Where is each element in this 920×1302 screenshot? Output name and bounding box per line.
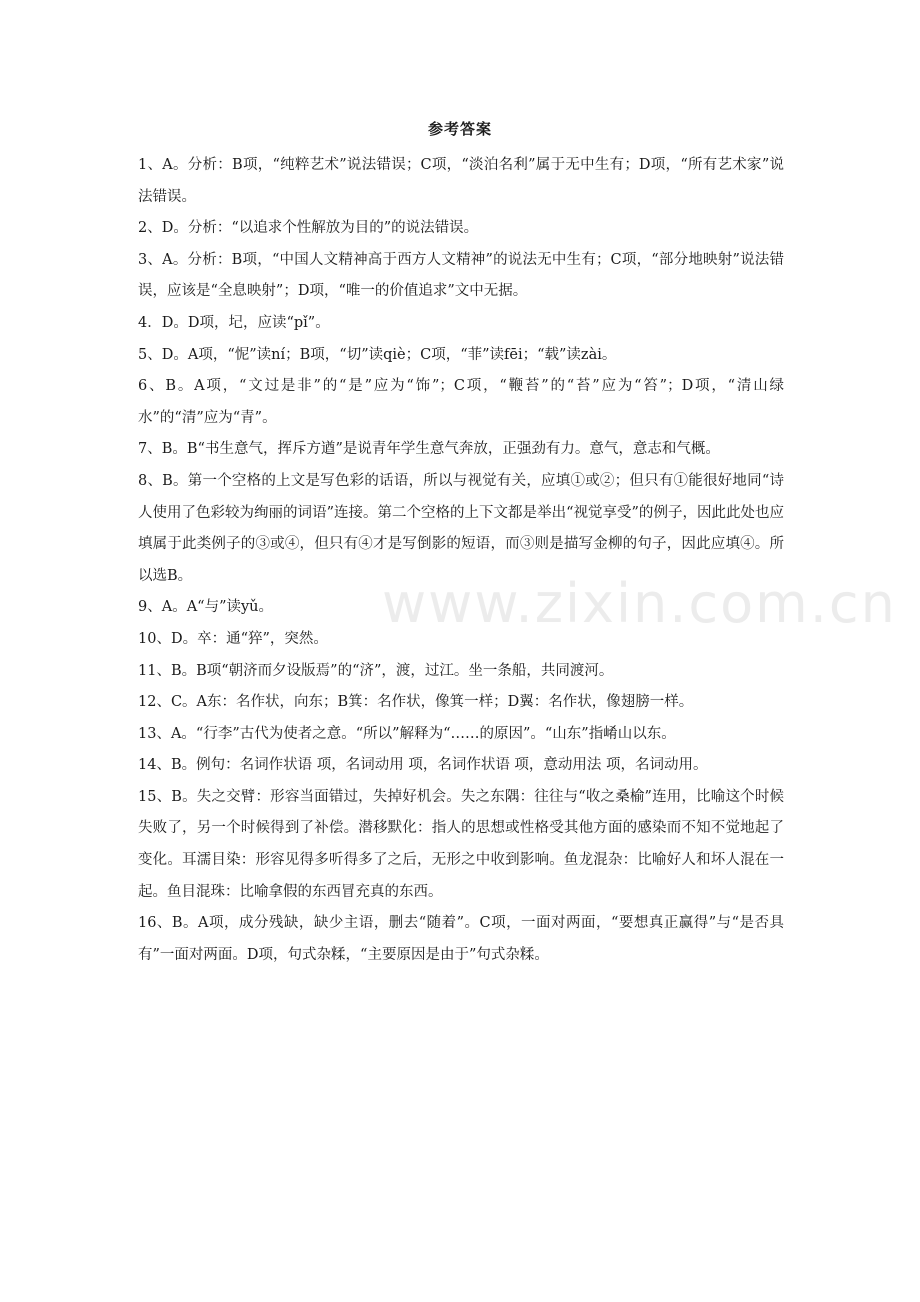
answer-item-3: 3、A。分析：B项，“中国人文精神高于西方人文精神”的说法无中生有；C项，“部分地映射”说法错误，应该是“全息映射”；D项，“唯一的价值追求”文中无据。	[138, 251, 784, 300]
answer-item-13: 13、A。“行李”古代为使者之意。“所以”解释为“……的原因”。“山东”指崤山以东。	[138, 725, 676, 742]
answer-list	[138, 150, 784, 971]
answer-item-12: 12、C。A东：名作状，向东；B箕：名作状，像箕一样；D翼：名作状，像翅膀一样。	[138, 694, 694, 711]
answer-item-10: 10、D。卒：通“猝”，突然。	[138, 630, 328, 647]
answer-item-11: 11、B。B项“朝济而夕设版焉”的“济”，渡，过江。坐一条船，共同渡河。	[138, 662, 614, 679]
answer-item-7: 7、B。B“书生意气，挥斥方遒”是说青年学生意气奔放，正强劲有力。意气，意志和气概。	[138, 441, 720, 458]
answer-item-16: 16、B。A项，成分残缺，缺少主语，删去“随着”。C项，一面对两面，“要想真正赢得”与“是否具有”一面对两面。D项，句式杂糅，“主要原因是由于”句式杂糅。	[138, 915, 784, 963]
answer-item-5: 5、D。A项，“怩”读ní；B项，“切”读qiè；C项，“菲”读fēi；“载”读zài。	[138, 346, 617, 363]
answer-item-2: 2、D。分析：“以追求个性解放为目的”的说法错误。	[138, 220, 479, 237]
answer-item-14: 14、B。例句：名词作状语 项，名词动用 项，名词作状语 项，意动用法 项，名词动用。	[138, 757, 708, 774]
answer-item-6: 6、B。A项，“文过是非”的“是”应为“饰”；C项，“鞭苔”的“苔”应为“笞”；D项，“清山绿水”的“清”应为“青”。	[138, 378, 784, 426]
answer-item-4: 4．D。D项，圮，应读“pǐ”。	[138, 314, 330, 331]
answer-item-1: 1、A。分析：B项，“纯粹艺术”说法错误；C项，“淡泊名利”属于无中生有；D项，“所有艺术家”说法错误。	[138, 157, 784, 205]
watermark: www.zixin.com.cn	[382, 572, 897, 635]
answer-item-9: 9、A。A“与”读yǔ。	[138, 599, 274, 616]
answer-item-15: 15、B。失之交臂：形容当面错过，失掉好机会。失之东隅：往往与“收之桑榆”连用，比喻这个时候失败了，另一个时候得到了补偿。潜移默化：指人的思想或性格受其他方面的感染而不知不觉地起了变化。耳濡目染：形容见得多听得多了之后，无形之中收到影响。鱼龙混杂：比喻好人和坏人混在一起。鱼目混珠：比喻拿假的东西冒充真的东西。	[138, 788, 784, 900]
answer-item-8: 8、B。第一个空格的上文是写色彩的话语，所以与视觉有关，应填①或②；但只有①能很好地同“诗人使用了色彩较为绚丽的词语”连接。第二个空格的上下文都是举出“视觉享受”的例子，因此此处也应填属于此类例子的③或④，但只有④才是写倒影的短语，而③则是描写金柳的句子，因此应填④。所以选B。	[138, 472, 784, 584]
page-title: 参考答案	[427, 120, 492, 138]
